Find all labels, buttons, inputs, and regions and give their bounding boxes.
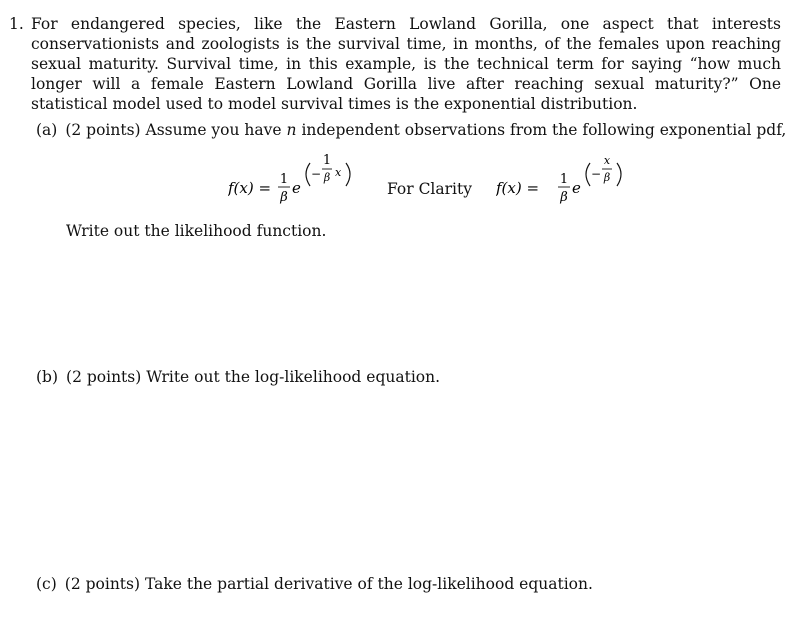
formula-1-lhs: f(x) = <box>228 179 272 197</box>
part-b-text: (2 points) Write out the log-likelihood equation. <box>66 368 441 386</box>
formula-pdf-original <box>228 150 378 210</box>
formula-1-minus: − <box>311 167 322 181</box>
part-a-instruction: Write out the likelihood function. <box>66 222 327 240</box>
formula-1-exp-den: β <box>323 171 331 184</box>
formula-pdf-clarity <box>496 150 646 210</box>
part-a-text-before: (2 points) Assume you have <box>65 121 282 139</box>
part-b-prompt <box>36 367 440 387</box>
formula-row <box>228 150 648 210</box>
problem-number: 1. <box>9 15 24 33</box>
formula-1-right-paren <box>346 163 350 186</box>
formula-1-exp-var: x <box>335 166 342 179</box>
formula-2-minus: − <box>591 167 602 181</box>
formula-2-frac-den: β <box>560 190 568 205</box>
part-a-text-after: independent observations from the following exponential pdf, <box>301 121 787 139</box>
part-a-prompt <box>36 120 786 140</box>
formula-1-exp-num: 1 <box>322 153 332 168</box>
part-a-variable: n <box>286 121 297 139</box>
part-c-text: (2 points) Take the partial derivative of the log-likelihood equation. <box>64 575 593 593</box>
part-c-marker: (c) <box>36 575 57 593</box>
formula-2-exp-num: x <box>603 154 611 167</box>
formula-2-exp-base: e <box>572 179 581 197</box>
formula-2-exp-den: β <box>603 171 611 184</box>
formula-2-right-paren <box>617 163 621 186</box>
problem-statement: For endangered species, like the Eastern Lowland Gorilla, one aspect that interests conservationists and zoologists is the survival time, in months, of the females upon reaching sexual maturity. Survival time, in this example, is the technical term for saying “how much longer will a female Eastern Lowland Gorilla live after reaching sexual maturity?” One statistical model used to model survival times is the exponential distribution. <box>31 15 781 113</box>
part-c-prompt <box>36 574 593 594</box>
formula-2-lhs: f(x) = <box>496 179 540 197</box>
part-a-marker: (a) <box>36 121 58 139</box>
formula-2-left-paren <box>586 163 590 186</box>
formula-1-frac-den: β <box>280 190 288 205</box>
formula-1-left-paren <box>306 163 310 186</box>
formula-2-frac-num: 1 <box>559 172 569 187</box>
clarity-label: For Clarity <box>387 180 472 198</box>
part-b-marker: (b) <box>36 368 59 386</box>
formula-1-frac-num: 1 <box>279 172 289 187</box>
formula-1-exp-base: e <box>292 179 301 197</box>
